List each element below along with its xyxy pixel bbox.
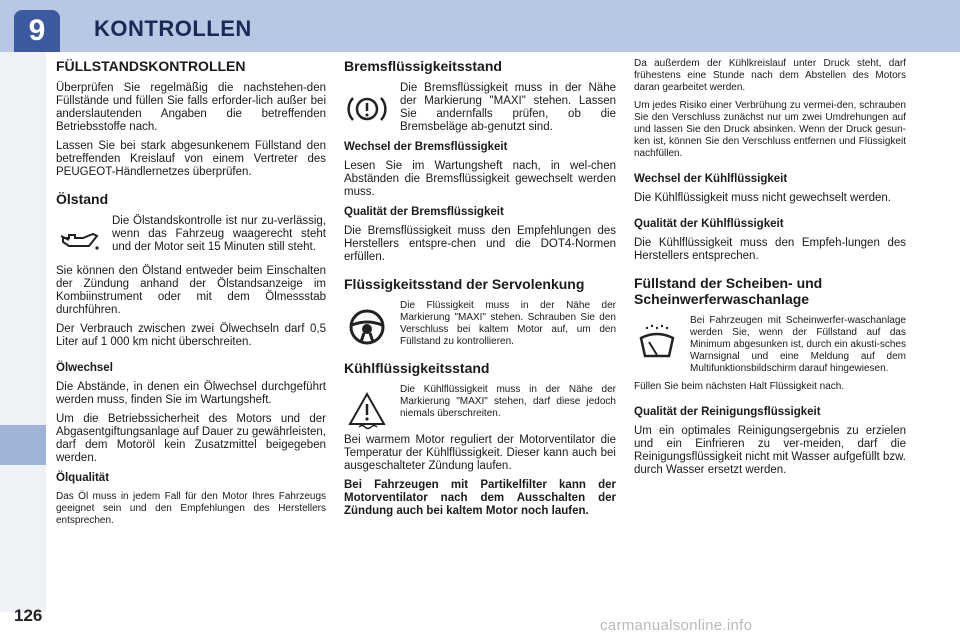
paragraph: Bei Fahrzeugen mit Scheinwerfer-waschanlage werden Sie, wenn der Füllstand auf das Minimum abgesunken ist, durch ein akusti-sches Warnsignal und eine Meldung auf dem Multifunktionsbildschirm darauf hingewiesen. (690, 315, 906, 374)
heading-qualitaet-kuehlfluessigkeit: Qualität der Kühlflüssigkeit (634, 218, 784, 230)
paragraph: Die Kühlflüssigkeit muss nicht gewechselt werden. (634, 192, 891, 204)
paragraph: Füllen Sie beim nächsten Halt Flüssigkeit nach. (634, 381, 845, 392)
heading-servolenkung: Flüssigkeitsstand der Servolenkung (344, 276, 585, 292)
paragraph: Die Kühlflüssigkeit muss in der Nähe der Markierung "MAXI" stehen, darf diese jedoch niemals überschreiten. (400, 384, 616, 419)
page-number: 126 (14, 606, 43, 625)
paragraph: Sie können den Ölstand entweder beim Einschalten der Zündung anhand der Ölstandsanzeige im Kombiinstrument oder mit dem Ölmessstab durchführen. (56, 265, 326, 316)
paragraph: Die Kühlflüssigkeit muss den Empfeh-lungen des Herstellers entsprechen. (634, 237, 906, 262)
heading-fuellstandskontrollen: FÜLLSTANDSKONTROLLEN (56, 58, 246, 74)
washer-icon (634, 319, 680, 365)
paragraph: Um ein optimales Reinigungsergebnis zu erzielen und ein Einfrieren zu ver-meiden, darf die Reinigungsflüssigkeit nicht mit Wasser aufgefüllt bzw. durch Wasser ersetzt werden. (634, 425, 906, 476)
oelstand-icon-row (56, 215, 326, 265)
paragraph: Die Bremsflüssigkeit muss den Empfehlungen des Herstellers entspre-chen und die DOT4-Normen erfüllen. (344, 225, 616, 263)
brems-icon-row (344, 82, 616, 140)
paragraph: Um die Betriebssicherheit des Motors und der Abgasentgiftungsanlage auf Dauer zu gewährleisten, darf dem Motoröl kein Zusatzmittel beigegeben werden. (56, 413, 326, 464)
paragraph: Die Abstände, in denen ein Ölwechsel durchgeführt werden muss, finden Sie im Wartungsheft. (56, 381, 326, 406)
side-band (0, 52, 46, 612)
heading-oelstand: Ölstand (56, 191, 109, 207)
paragraph: Bei warmem Motor reguliert der Motorventilator die Temperatur der Kühlflüssigkeit. Dieser kann auch bei ausgeschalteter Zündung laufen. (344, 434, 616, 472)
oil-can-icon (56, 219, 102, 265)
paragraph: Der Verbrauch zwischen zwei Ölwechseln darf 0,5 Liter auf 1 000 km nicht überschreiten. (56, 323, 326, 348)
heading-waschanlage: Füllstand der Scheiben- und Scheinwerferwaschanlage (634, 275, 823, 307)
heading-kuehlfluessigkeitsstand: Kühlflüssigkeitsstand (344, 360, 490, 376)
paragraph: Die Flüssigkeit muss in der Nähe der Markierung "MAXI" stehen. Schrauben Sie den Verschluss bei kaltem Motor auf, um den Füllstand zu kontrollieren. (400, 300, 616, 347)
paragraph: Lesen Sie im Wartungsheft nach, in wel-chen Abständen die Bremsflüssigkeit gewechselt werden muss. (344, 160, 616, 198)
paragraph: Überprüfen Sie regelmäßig die nachstehen-den Füllstände und füllen Sie falls erforder-lich außer bei anderslautenden Angaben die betreffenden Betriebsstoffe nach. (56, 82, 326, 133)
heading-oelqualitaet: Ölqualität (56, 472, 110, 484)
heading-qualitaet-bremsfluessigkeit: Qualität der Bremsflüssigkeit (344, 206, 504, 218)
column-1 (56, 58, 326, 533)
paragraph: Die Ölstandskontrolle ist nur zu-verlässig, wenn das Fahrzeug waagerecht steht und der Motor seit 15 Minuten still steht. (112, 215, 326, 253)
paragraph-bold: Bei Fahrzeugen mit Partikelfilter kann der Motorventilator nach dem Ausschalten der Zündung auch bei kaltem Motor noch laufen. (344, 479, 616, 517)
heading-wechsel-bremsfluessigkeit: Wechsel der Bremsflüssigkeit (344, 141, 508, 153)
paragraph: Die Bremsflüssigkeit muss in der Nähe der Markierung "MAXI" stehen. Lassen Sie andernfalls prüfen, ob die Bremsbeläge ab-genutzt sind. (400, 82, 616, 133)
paragraph: Um jedes Risiko einer Verbrühung zu vermei-den, schrauben Sie den Verschluss zunächst nur um zwei Umdrehungen auf und lassen Sie den Druck absinken. Wenn der Druck gesun-ken ist, können Sie den Verschluss entfernen und Flüssigkeit nachfüllen. (634, 100, 906, 159)
heading-oelwechsel: Ölwechsel (56, 362, 113, 374)
heading-qualitaet-reinigungsfluessigkeit: Qualität der Reinigungsflüssigkeit (634, 406, 821, 418)
kuehl-icon-row (344, 384, 616, 434)
chapter-number: 9 (14, 10, 60, 52)
paragraph: Das Öl muss in jedem Fall für den Motor Ihres Fahrzeugs geeignet sein und den Empfehlungen des Herstellers entsprechen. (56, 491, 326, 526)
watermark: carmanualsonline.info (600, 617, 753, 634)
column-3 (634, 58, 906, 483)
paragraph: Da außerdem der Kühlkreislauf unter Druck steht, darf frühestens eine Stunde nach dem Abstellen des Motors daran gearbeitet werden. (634, 58, 906, 93)
wasch-icon-row (634, 315, 906, 381)
brake-warning-icon (344, 86, 390, 132)
paragraph: Lassen Sie bei stark abgesunkenem Füllstand den betreffenden Kreislauf von einem Vertreter des PEUGEOT-Händlernetzes überprüfen. (56, 140, 326, 178)
page-title: KONTROLLEN (94, 16, 252, 41)
servo-icon-row (344, 300, 616, 354)
heading-bremsfluessigkeitsstand: Bremsflüssigkeitsstand (344, 58, 502, 74)
column-2 (344, 58, 616, 524)
heading-wechsel-kuehlfluessigkeit: Wechsel der Kühlflüssigkeit (634, 173, 788, 185)
chapter-tab-marker (0, 425, 46, 465)
coolant-warning-icon (344, 388, 390, 434)
steering-wheel-icon (344, 304, 390, 350)
